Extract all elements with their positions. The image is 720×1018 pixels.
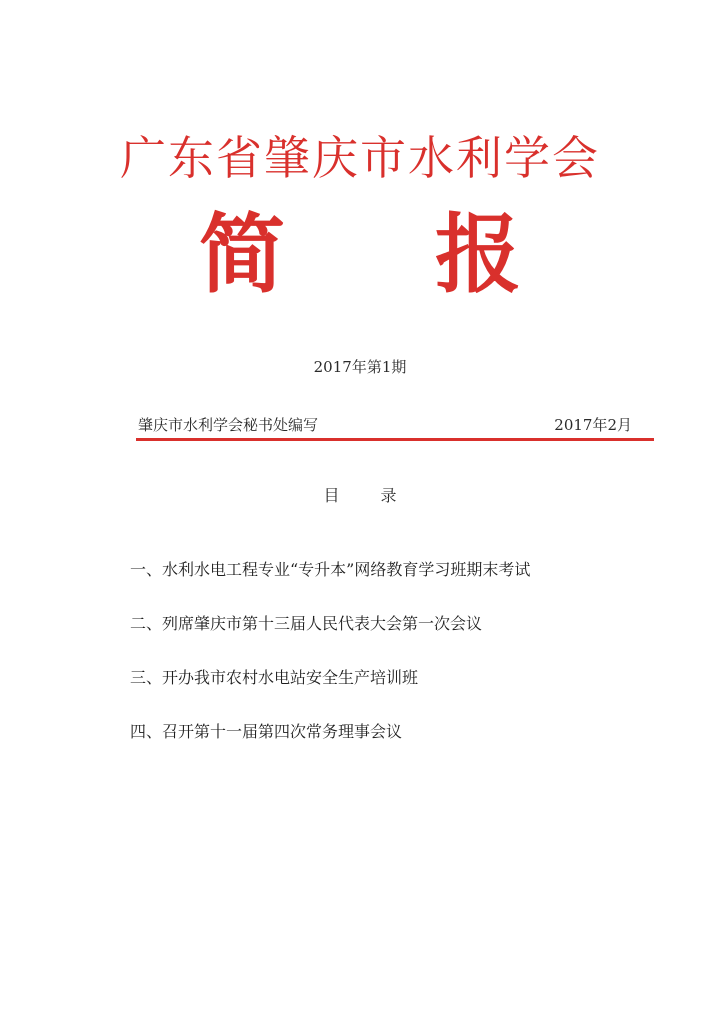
- organization-title: 广东省肇庆市水利学会: [120, 131, 600, 185]
- toc-heading: 目 录: [323, 486, 415, 505]
- toc-item-3: 三、开办我市农村水电站安全生产培训班: [130, 668, 419, 687]
- toc-item-1: 一、水利水电工程专业“专升本”网络教育学习班期末考试: [130, 560, 531, 579]
- editor-line: [138, 414, 652, 436]
- red-divider-line: [136, 438, 654, 441]
- publish-date: 2017年2月: [554, 416, 632, 434]
- issue-number: 2017年第1期: [313, 358, 407, 376]
- document-type-title: 简 报: [199, 204, 581, 305]
- table-of-contents: [130, 558, 650, 774]
- toc-item-4: 四、召开第十一届第四次常务理事会议: [130, 722, 403, 741]
- editor-name: 肇庆市水利学会秘书处编写: [138, 416, 319, 434]
- toc-item-2: 二、列席肇庆市第十三届人民代表大会第一次会议: [130, 614, 483, 633]
